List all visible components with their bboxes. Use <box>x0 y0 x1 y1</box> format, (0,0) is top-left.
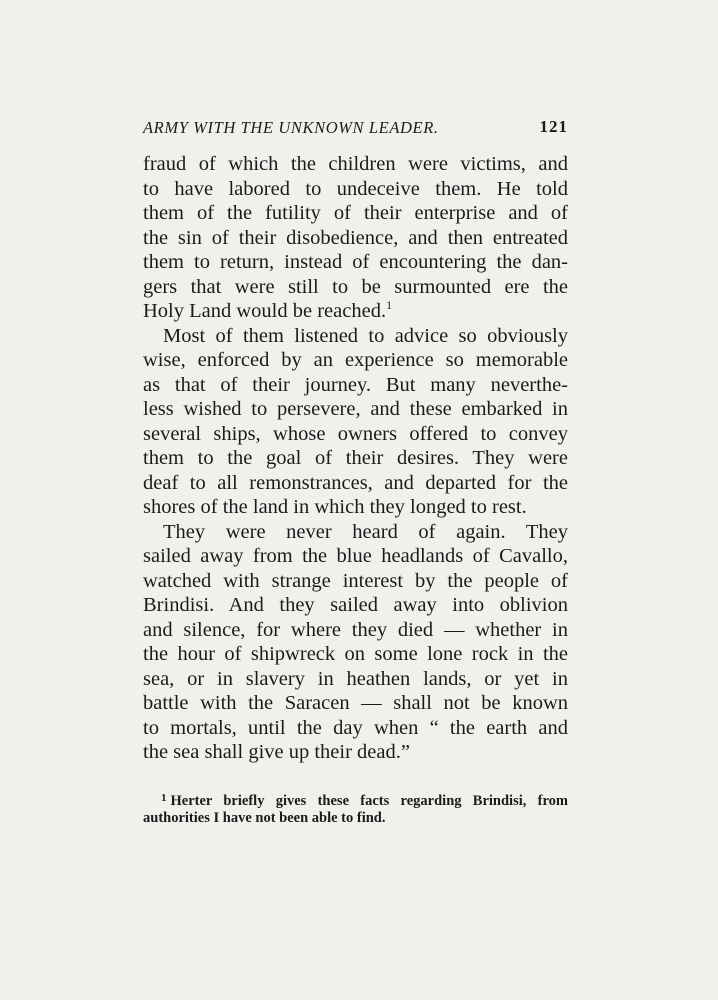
text-line: fraud of which the children were victims, and <box>143 153 568 175</box>
footnote-line <box>143 788 568 808</box>
text-line: to have labored to undeceive them. He told <box>143 177 568 200</box>
text-line: them to return, instead of encountering the dan- <box>143 251 568 273</box>
text-line: shores of the land in which they longed to rest. <box>143 496 527 518</box>
text-line: as that of their journey. But many neverthe- <box>143 373 568 396</box>
footnote-line: authorities I have not been able to find. <box>143 810 386 826</box>
text-line: less wished to persevere, and these embarked in <box>143 398 568 420</box>
text-line: and silence, for where they died — whether in <box>143 618 568 641</box>
page-number: 121 <box>539 117 568 136</box>
text-line-content: Holy Land would be reached. <box>143 300 387 322</box>
footnote-marker: 1 <box>161 792 167 804</box>
text-line: them of the futility of their enterprise and of <box>143 202 568 224</box>
running-title: ARMY WITH THE UNKNOWN LEADER. <box>143 118 439 137</box>
text-line: wise, enforced by an experience so memorable <box>143 349 568 371</box>
paragraph-first-line: They were never heard of again. They <box>163 520 568 543</box>
text-line: watched with strange interest by the people of <box>143 569 568 592</box>
text-line: Brindisi. And they sailed away into oblivion <box>143 594 568 616</box>
text-line: sailed away from the blue headlands of Cavallo, <box>143 545 568 567</box>
text-line: sea, or in slavery in heathen lands, or yet in <box>143 667 568 690</box>
text-line: several ships, whose owners offered to convey <box>143 422 568 445</box>
footnote-text: Herter briefly gives these facts regarding Brindisi, from <box>170 793 568 809</box>
text-line: battle with the Saracen — shall not be known <box>143 692 568 714</box>
text-line <box>143 299 568 324</box>
body-text <box>143 152 568 765</box>
footnote-reference: 1 <box>386 298 393 312</box>
paragraph-first-line: Most of them listened to advice so obviously <box>163 324 568 347</box>
footnote <box>143 788 568 828</box>
text-line: them to the goal of their desires. They were <box>143 447 568 469</box>
text-line: the sin of their disobedience, and then entreated <box>143 226 568 249</box>
text-line: to mortals, until the day when “ the earth and <box>143 716 568 739</box>
text-line: deaf to all remonstrances, and departed for the <box>143 471 568 494</box>
text-line: gers that were still to be surmounted ere the <box>143 275 568 298</box>
text-line: the hour of shipwreck on some lone rock in the <box>143 643 568 665</box>
text-line: the sea shall give up their dead.” <box>143 741 410 763</box>
running-head <box>143 118 568 142</box>
